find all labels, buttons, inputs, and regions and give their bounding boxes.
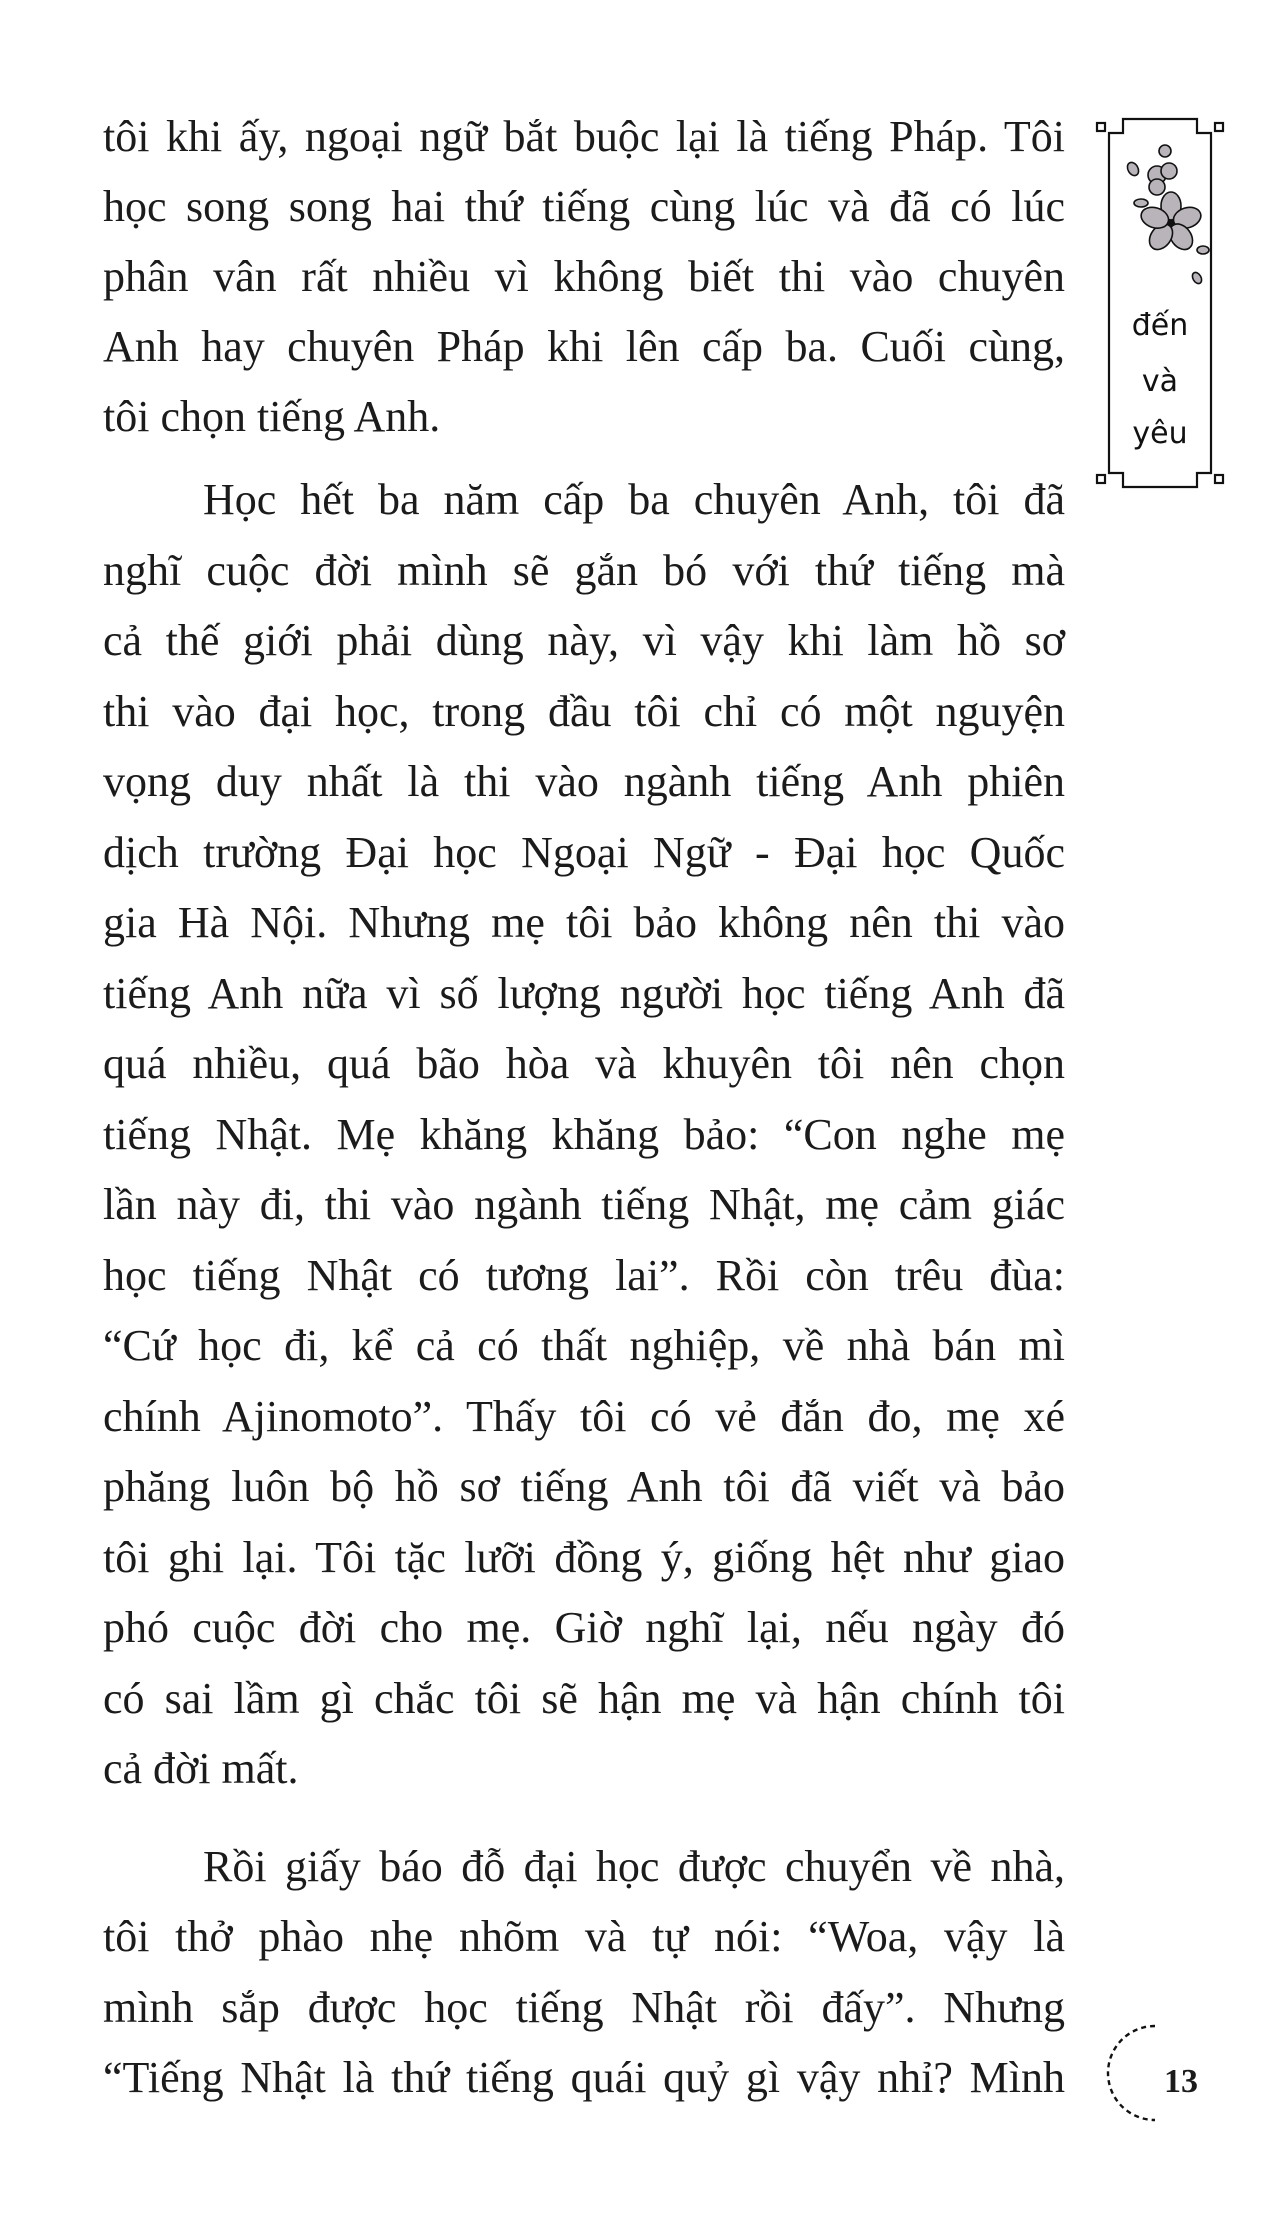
text-line bbox=[103, 747, 1065, 817]
text-line bbox=[103, 172, 1065, 242]
text-line bbox=[103, 242, 1065, 312]
text-line bbox=[103, 1382, 1065, 1452]
text-line-content: Anh hay chuyên Pháp khi lên cấp ba. Cuối cùng, bbox=[103, 322, 1065, 371]
text-line-content: tôi ghi lại. Tôi tặc lưỡi đồng ý, giống hệt như giao bbox=[103, 1532, 1065, 1582]
text-line bbox=[103, 1311, 1065, 1381]
cherry-blossom-icon bbox=[1125, 145, 1209, 285]
text-line bbox=[103, 536, 1065, 606]
page-number: 13 bbox=[1164, 2063, 1198, 2100]
text-line-content: phó cuộc đời cho mẹ. Giờ nghĩ lại, nếu ngày đó bbox=[103, 1603, 1065, 1652]
text-line bbox=[203, 1832, 1065, 1902]
text-line bbox=[103, 1241, 1065, 1311]
text-line-content: thi vào đại học, trong đầu tôi chỉ có một nguyện bbox=[103, 686, 1065, 736]
tag-word-1: đến bbox=[1131, 308, 1189, 343]
text-line-content: Học hết ba năm cấp ba chuyên Anh, tôi đã bbox=[203, 475, 1065, 524]
text-line bbox=[203, 465, 1065, 535]
text-line bbox=[103, 959, 1065, 1029]
text-line-content: phân vân rất nhiều vì không biết thi vào chuyên bbox=[103, 252, 1065, 301]
text-line bbox=[103, 606, 1065, 676]
text-line bbox=[103, 1973, 1065, 2043]
text-line bbox=[103, 1029, 1065, 1099]
text-line bbox=[103, 1664, 1065, 1734]
text-line-content: lần này đi, thi vào ngành tiếng Nhật, mẹ cảm giác bbox=[103, 1180, 1065, 1229]
text-line-content: “Cứ học đi, kể cả có thất nghiệp, về nhà bán mì bbox=[103, 1321, 1065, 1370]
text-line bbox=[103, 312, 1065, 382]
text-line bbox=[103, 1902, 1065, 1972]
text-line bbox=[103, 1100, 1065, 1170]
text-line-content: mình sắp được học tiếng Nhật rồi đấy”. Nhưng bbox=[103, 1982, 1065, 2032]
text-line-content: học tiếng Nhật có tương lai”. Rồi còn trêu đùa: bbox=[103, 1250, 1065, 1300]
text-line bbox=[103, 1734, 1065, 1804]
text-line-content: có sai lầm gì chắc tôi sẽ hận mẹ và hận chính tôi bbox=[103, 1673, 1065, 1723]
tag-word-2: và bbox=[1141, 364, 1179, 399]
text-line-content: tôi thở phào nhẹ nhõm và tự nói: “Woa, vậy là bbox=[103, 1912, 1065, 1962]
text-line-content: dịch trường Đại học Ngoại Ngữ - Đại học Quốc bbox=[103, 827, 1065, 877]
text-line-content: tiếng Anh nữa vì số lượng người học tiếng Anh đã bbox=[103, 968, 1065, 1018]
text-line-content: tiếng Nhật. Mẹ khăng khăng bảo: “Con nghe mẹ bbox=[103, 1109, 1065, 1159]
text-line bbox=[103, 1170, 1065, 1240]
text-line-content: vọng duy nhất là thi vào ngành tiếng Anh phiên bbox=[103, 757, 1065, 806]
text-line-content: chính Ajinomoto”. Thấy tôi có vẻ đắn đo, mẹ xé bbox=[103, 1391, 1065, 1441]
text-line-content: “Tiếng Nhật là thứ tiếng quái quỷ gì vậy nhỉ? Mình bbox=[103, 2052, 1065, 2102]
text-line-content: cả thế giới phải dùng này, vì vậy khi làm hồ sơ bbox=[103, 616, 1065, 665]
text-line-content: tôi chọn tiếng Anh. bbox=[103, 392, 441, 441]
text-line-content: quá nhiều, quá bão hòa và khuyên tôi nên chọn bbox=[103, 1039, 1065, 1088]
text-line bbox=[103, 1452, 1065, 1522]
text-line-content: nghĩ cuộc đời mình sẽ gắn bó với thứ tiếng mà bbox=[103, 545, 1065, 595]
text-line bbox=[103, 677, 1065, 747]
text-line bbox=[103, 1523, 1065, 1593]
text-line bbox=[103, 382, 1065, 452]
text-line-content: học song song hai thứ tiếng cùng lúc và đã có lúc bbox=[103, 182, 1065, 231]
text-line bbox=[103, 2043, 1065, 2113]
text-line-content: Rồi giấy báo đỗ đại học được chuyển về nhà, bbox=[203, 1842, 1065, 1891]
text-line bbox=[103, 102, 1065, 172]
text-line bbox=[103, 1593, 1065, 1663]
text-line-content: cả đời mất. bbox=[103, 1744, 299, 1793]
text-line-content: tôi khi ấy, ngoại ngữ bắt buộc lại là tiếng Pháp. Tôi bbox=[103, 112, 1065, 161]
tag-word-3: yêu bbox=[1132, 416, 1188, 451]
text-line bbox=[103, 888, 1065, 958]
text-line bbox=[103, 818, 1065, 888]
text-line-content: gia Hà Nội. Nhưng mẹ tôi bảo không nên thi vào bbox=[103, 898, 1065, 947]
chapter-tag-ornament bbox=[1093, 113, 1227, 493]
text-line-content: phăng luôn bộ hồ sơ tiếng Anh tôi đã viết và bảo bbox=[103, 1462, 1065, 1511]
